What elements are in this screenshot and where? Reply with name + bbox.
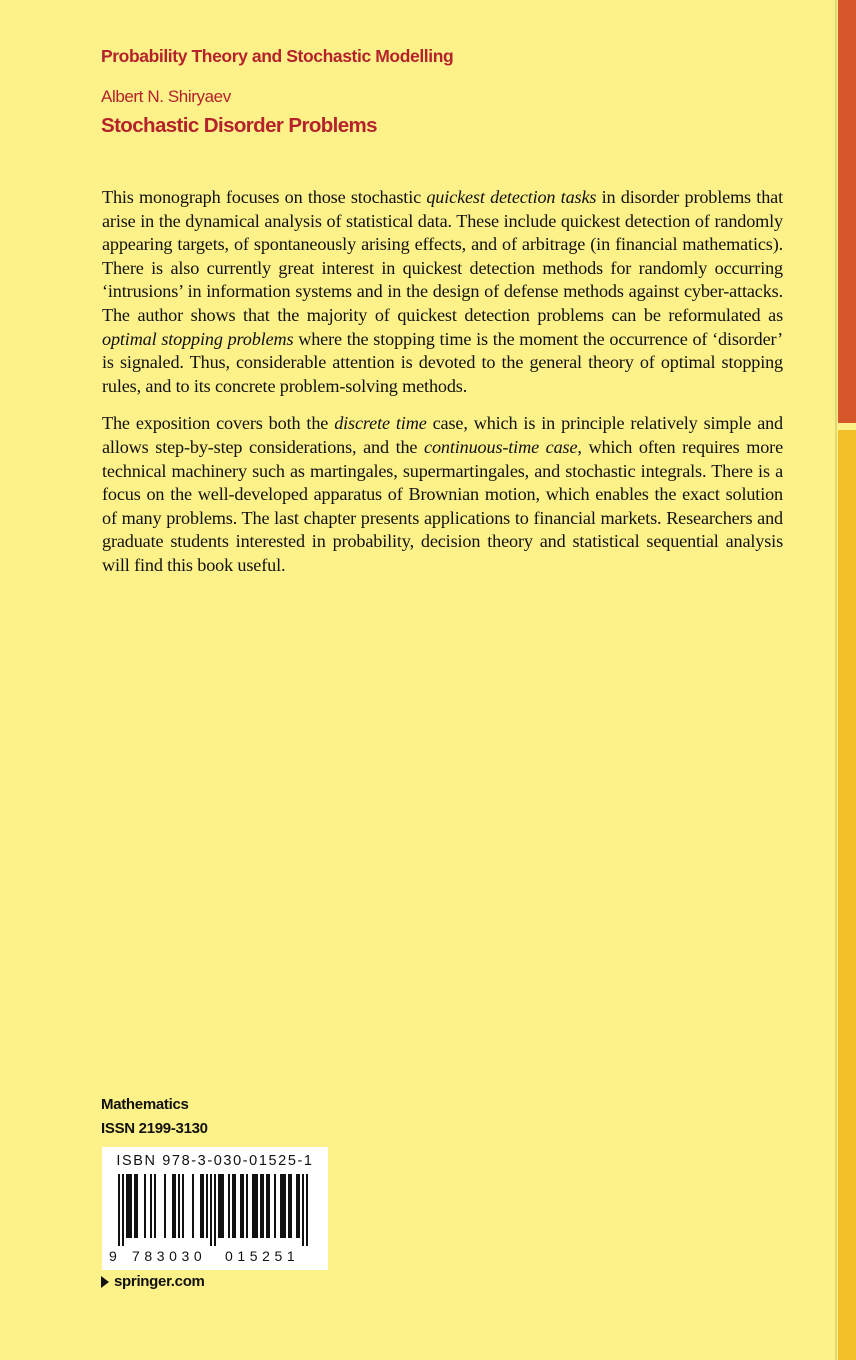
barcode-bar <box>172 1174 174 1238</box>
italic-term: discrete time <box>334 413 427 434</box>
barcode-bar <box>214 1174 216 1246</box>
description-paragraph-2 <box>102 412 783 577</box>
publisher-website-text: springer.com <box>114 1273 205 1290</box>
barcode-bar <box>252 1174 254 1238</box>
barcode-bar <box>262 1174 264 1238</box>
barcode-bar <box>268 1174 270 1238</box>
barcode-bar <box>266 1174 268 1238</box>
text-run: This monograph focuses on those stochastic <box>102 187 427 207</box>
isbn-label: ISBN 978-3-030-01525-1 <box>116 1153 314 1169</box>
barcode-bar <box>222 1174 224 1238</box>
barcode-bar <box>290 1174 292 1238</box>
series-title: Probability Theory and Stochastic Modelling <box>101 46 454 66</box>
barcode-bar <box>182 1174 184 1238</box>
barcode-digit-first: 9 <box>109 1248 117 1264</box>
barcode-bars <box>114 1174 316 1246</box>
barcode-digit-group-left: 783030 <box>132 1248 207 1264</box>
barcode-bar <box>206 1174 208 1238</box>
barcode-bar <box>288 1174 290 1238</box>
barcode-bar <box>218 1174 220 1238</box>
text-run: The exposition covers both the <box>102 413 335 434</box>
italic-term: continuous-time case <box>424 436 578 457</box>
subject-label: Mathematics <box>101 1096 189 1113</box>
barcode-bar <box>280 1174 282 1238</box>
barcode-bar <box>174 1174 176 1238</box>
barcode-bar <box>118 1174 120 1246</box>
barcode-digit-group-right: 015251 <box>225 1248 300 1264</box>
barcode-bar <box>240 1174 242 1238</box>
barcode-bar <box>220 1174 222 1238</box>
barcode-bar <box>296 1174 298 1238</box>
publisher-website-link[interactable] <box>101 1273 205 1290</box>
issn-label: ISSN 2199-3130 <box>101 1120 208 1137</box>
barcode-bar <box>178 1174 180 1238</box>
barcode-bar <box>130 1174 132 1238</box>
spine-fold-line <box>835 0 837 1360</box>
triangle-right-icon <box>101 1276 109 1288</box>
description-paragraph-1 <box>102 186 783 398</box>
book-description <box>102 186 783 592</box>
text-run: where the stopping time is the moment the occurrence of ‘disorder’ is signaled. Thus, considerable attention is devoted to the general theory of optimal stopping rules, and to its concrete problem-solving methods. <box>102 328 783 396</box>
barcode-bar <box>126 1174 128 1238</box>
barcode-bar <box>234 1174 236 1238</box>
italic-term: quickest detection tasks <box>426 187 597 207</box>
italic-term: optimal stopping problems <box>102 328 294 349</box>
text-run: in disorder problems that arise in the dynamical analysis of statistical data. These include quickest detection of randomly appearing targets, of spontaneously arising effects, and of arbitrage (in financial mathematics). There is also currently great interest in quickest detection methods for randomly occurring ‘intrusions’ in information systems and in the design of defense methods against cyber-attacks. The author shows that the majority of quickest detection problems can be reformulated as <box>102 187 783 325</box>
author-name: Albert N. Shiryaev <box>101 87 231 106</box>
barcode-bar <box>128 1174 130 1238</box>
barcode-bar <box>200 1174 202 1238</box>
isbn-barcode <box>102 1147 328 1270</box>
barcode-bar <box>122 1174 124 1246</box>
barcode-bar <box>136 1174 138 1238</box>
text-run: , which often requires more technical machinery such as martingales, supermartingales, and stochastic integrals. There is a focus on the well-developed apparatus of Brownian motion, which enables the exact solution of many problems. The last chapter presents applications to financial markets. Researchers and graduate students interested in probability, decision theory and statistical sequential analysis will find this book useful. <box>102 436 783 575</box>
barcode-bar <box>202 1174 204 1238</box>
barcode-bar <box>164 1174 166 1238</box>
barcode-bar <box>232 1174 234 1238</box>
barcode-bar <box>284 1174 286 1238</box>
barcode-bar <box>192 1174 194 1238</box>
barcode-bar <box>274 1174 276 1238</box>
barcode-bar <box>228 1174 230 1238</box>
barcode-bar <box>150 1174 152 1238</box>
barcode-bar <box>298 1174 300 1238</box>
spine-color-band-orange <box>838 430 856 1360</box>
barcode-bar <box>256 1174 258 1238</box>
spine-color-band-red <box>838 0 856 423</box>
barcode-bar <box>282 1174 284 1238</box>
barcode-bar <box>246 1174 248 1238</box>
barcode-bar <box>134 1174 136 1238</box>
barcode-bar <box>254 1174 256 1238</box>
barcode-bar <box>242 1174 244 1238</box>
barcode-bar <box>154 1174 156 1238</box>
text-run: case, which is in principle relatively simple and allows step-by-step considerations, and the <box>102 413 783 457</box>
barcode-bar <box>260 1174 262 1238</box>
barcode-bar <box>210 1174 212 1246</box>
barcode-bar <box>144 1174 146 1238</box>
book-title: Stochastic Disorder Problems <box>101 114 377 137</box>
barcode-bar <box>306 1174 308 1246</box>
barcode-bar <box>302 1174 304 1246</box>
